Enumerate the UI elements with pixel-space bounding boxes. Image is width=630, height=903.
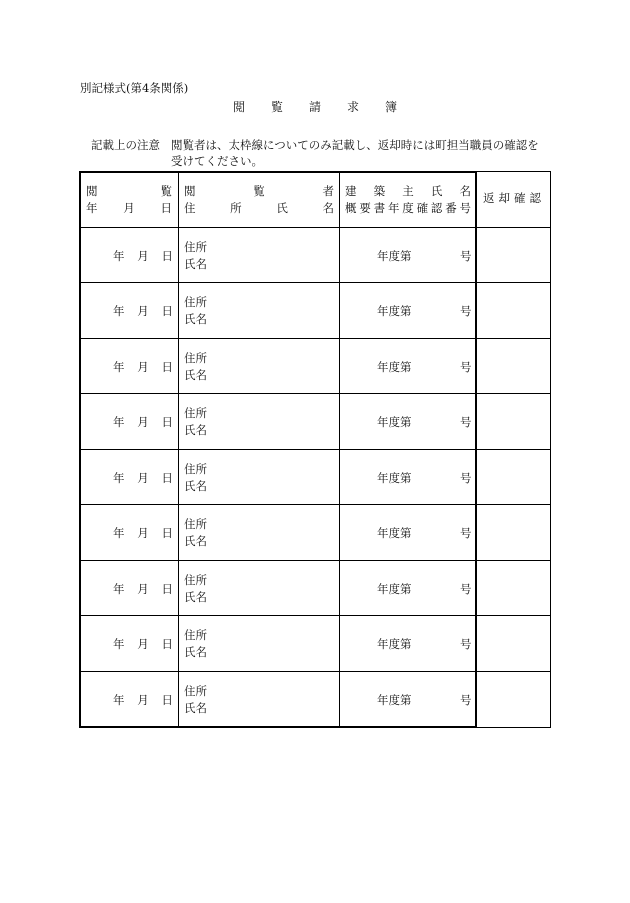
date-part: 月 bbox=[137, 304, 149, 318]
title-char: 請 bbox=[308, 100, 321, 114]
table-row bbox=[79, 561, 551, 616]
address-label: 住所 bbox=[184, 240, 207, 254]
name-label: 氏名 bbox=[184, 645, 207, 659]
address-label: 住所 bbox=[184, 295, 207, 309]
date-part: 月 bbox=[137, 360, 149, 374]
date-cell[interactable] bbox=[113, 525, 173, 541]
nendo-label: 年度第 bbox=[377, 582, 412, 596]
viewer-cell[interactable] bbox=[184, 350, 207, 384]
date-part: 日 bbox=[161, 582, 173, 596]
nendo-label: 年度第 bbox=[377, 249, 412, 263]
table-row bbox=[79, 616, 551, 671]
date-part: 日 bbox=[161, 304, 173, 318]
date-cell[interactable] bbox=[113, 636, 173, 652]
address-label: 住所 bbox=[184, 517, 207, 531]
number-label: 号 bbox=[460, 526, 472, 540]
title-char: 覧 bbox=[270, 100, 283, 114]
header-char: 年 bbox=[387, 201, 400, 215]
date-part: 年 bbox=[113, 249, 125, 263]
nendo-label: 年度第 bbox=[377, 415, 412, 429]
viewer-cell[interactable] bbox=[184, 627, 207, 661]
header-char: 日 bbox=[160, 201, 172, 215]
header-char: 氏 bbox=[276, 201, 288, 215]
header-return-confirm: 返却確認 bbox=[483, 191, 545, 205]
address-label: 住所 bbox=[184, 684, 207, 698]
date-part: 月 bbox=[137, 415, 149, 429]
nendo-label: 年度第 bbox=[377, 526, 412, 540]
header-char: 覧 bbox=[253, 184, 265, 198]
date-part: 月 bbox=[137, 526, 149, 540]
header-char: 書 bbox=[373, 201, 386, 215]
note-line1: 閲覧者は、太枠線についてのみ記載し、返却時には町担当職員の確認を bbox=[171, 138, 539, 152]
name-label: 氏名 bbox=[184, 701, 207, 715]
address-label: 住所 bbox=[184, 573, 207, 587]
header-char: 号 bbox=[459, 201, 471, 215]
table-row bbox=[79, 228, 551, 283]
header-char: 者 bbox=[322, 184, 334, 198]
viewer-cell[interactable] bbox=[184, 405, 207, 439]
table-row bbox=[79, 283, 551, 338]
header-char: 築 bbox=[373, 184, 386, 198]
form-reference: 別記様式(第4条関係) bbox=[80, 81, 189, 95]
name-label: 氏名 bbox=[184, 534, 207, 548]
date-cell[interactable] bbox=[113, 248, 173, 264]
nendo-label: 年度第 bbox=[377, 637, 412, 651]
date-part: 年 bbox=[113, 415, 125, 429]
header-viewer bbox=[184, 183, 334, 217]
number-label: 号 bbox=[460, 582, 472, 596]
header-char: 年 bbox=[86, 201, 98, 215]
date-cell[interactable] bbox=[113, 692, 173, 708]
date-part: 日 bbox=[161, 637, 173, 651]
date-part: 年 bbox=[113, 526, 125, 540]
title-char: 求 bbox=[347, 100, 360, 114]
date-part: 年 bbox=[113, 471, 125, 485]
title-char: 閲 bbox=[232, 100, 245, 114]
page-title bbox=[0, 98, 630, 115]
address-label: 住所 bbox=[184, 628, 207, 642]
title-char: 簿 bbox=[385, 100, 398, 114]
header-char: 度 bbox=[402, 201, 414, 215]
nendo-label: 年度第 bbox=[377, 471, 412, 485]
date-part: 年 bbox=[113, 360, 125, 374]
nendo-label: 年度第 bbox=[377, 304, 412, 318]
number-label: 号 bbox=[460, 693, 472, 707]
address-label: 住所 bbox=[184, 351, 207, 365]
date-part: 日 bbox=[161, 693, 173, 707]
number-label: 号 bbox=[460, 249, 472, 263]
date-part: 年 bbox=[113, 304, 125, 318]
number-label: 号 bbox=[460, 637, 472, 651]
entry-note bbox=[91, 137, 539, 169]
header-char: 要 bbox=[359, 201, 371, 215]
date-part: 年 bbox=[113, 637, 125, 651]
header-char: 覧 bbox=[160, 184, 172, 198]
number-label: 号 bbox=[460, 304, 472, 318]
number-label: 号 bbox=[460, 415, 472, 429]
date-part: 月 bbox=[137, 582, 149, 596]
date-cell[interactable] bbox=[113, 414, 173, 430]
name-label: 氏名 bbox=[184, 368, 207, 382]
date-part: 月 bbox=[137, 471, 149, 485]
address-label: 住所 bbox=[184, 462, 207, 476]
name-label: 氏名 bbox=[184, 257, 207, 271]
name-label: 氏名 bbox=[184, 479, 207, 493]
number-label: 号 bbox=[460, 471, 472, 485]
address-label: 住所 bbox=[184, 406, 207, 420]
header-char: 認 bbox=[430, 201, 443, 215]
header-char: 氏 bbox=[430, 184, 443, 198]
header-char: 番 bbox=[445, 201, 457, 215]
table-row bbox=[79, 450, 551, 505]
header-char: 閲 bbox=[86, 184, 98, 198]
table-row bbox=[79, 672, 551, 727]
viewer-cell[interactable] bbox=[184, 572, 207, 606]
date-cell[interactable] bbox=[113, 581, 173, 597]
header-char: 月 bbox=[123, 201, 135, 215]
viewer-cell[interactable] bbox=[184, 239, 207, 273]
number-label: 号 bbox=[460, 360, 472, 374]
header-char: 確 bbox=[416, 201, 429, 215]
date-cell[interactable] bbox=[113, 470, 173, 486]
table-row bbox=[79, 394, 551, 449]
table-row bbox=[79, 505, 551, 560]
viewer-cell[interactable] bbox=[184, 683, 207, 717]
date-part: 年 bbox=[113, 693, 125, 707]
note-line2: 受けてください。 bbox=[171, 154, 263, 168]
header-builder bbox=[345, 183, 471, 217]
viewer-cell[interactable] bbox=[184, 516, 207, 550]
nendo-label: 年度第 bbox=[377, 693, 412, 707]
table-row bbox=[79, 339, 551, 394]
header-char: 名 bbox=[322, 201, 334, 215]
date-part: 年 bbox=[113, 582, 125, 596]
date-part: 日 bbox=[161, 526, 173, 540]
viewer-cell[interactable] bbox=[184, 461, 207, 495]
header-char: 名 bbox=[459, 184, 471, 198]
date-part: 月 bbox=[137, 249, 149, 263]
name-label: 氏名 bbox=[184, 423, 207, 437]
viewer-cell[interactable] bbox=[184, 294, 207, 328]
date-part: 月 bbox=[137, 637, 149, 651]
date-part: 日 bbox=[161, 471, 173, 485]
header-date bbox=[86, 183, 172, 217]
header-char: 所 bbox=[230, 201, 242, 215]
date-part: 日 bbox=[161, 249, 173, 263]
header-char: 建 bbox=[345, 184, 357, 198]
name-label: 氏名 bbox=[184, 590, 207, 604]
header-char: 主 bbox=[402, 184, 414, 198]
header-char: 住 bbox=[184, 201, 196, 215]
name-label: 氏名 bbox=[184, 312, 207, 326]
note-label: 記載上の注意 bbox=[91, 138, 160, 152]
header-char: 閲 bbox=[184, 184, 196, 198]
nendo-label: 年度第 bbox=[377, 360, 412, 374]
date-cell[interactable] bbox=[113, 303, 173, 319]
date-part: 月 bbox=[137, 693, 149, 707]
header-char: 概 bbox=[345, 201, 357, 215]
date-part: 日 bbox=[161, 360, 173, 374]
date-part: 日 bbox=[161, 415, 173, 429]
date-cell[interactable] bbox=[113, 359, 173, 375]
